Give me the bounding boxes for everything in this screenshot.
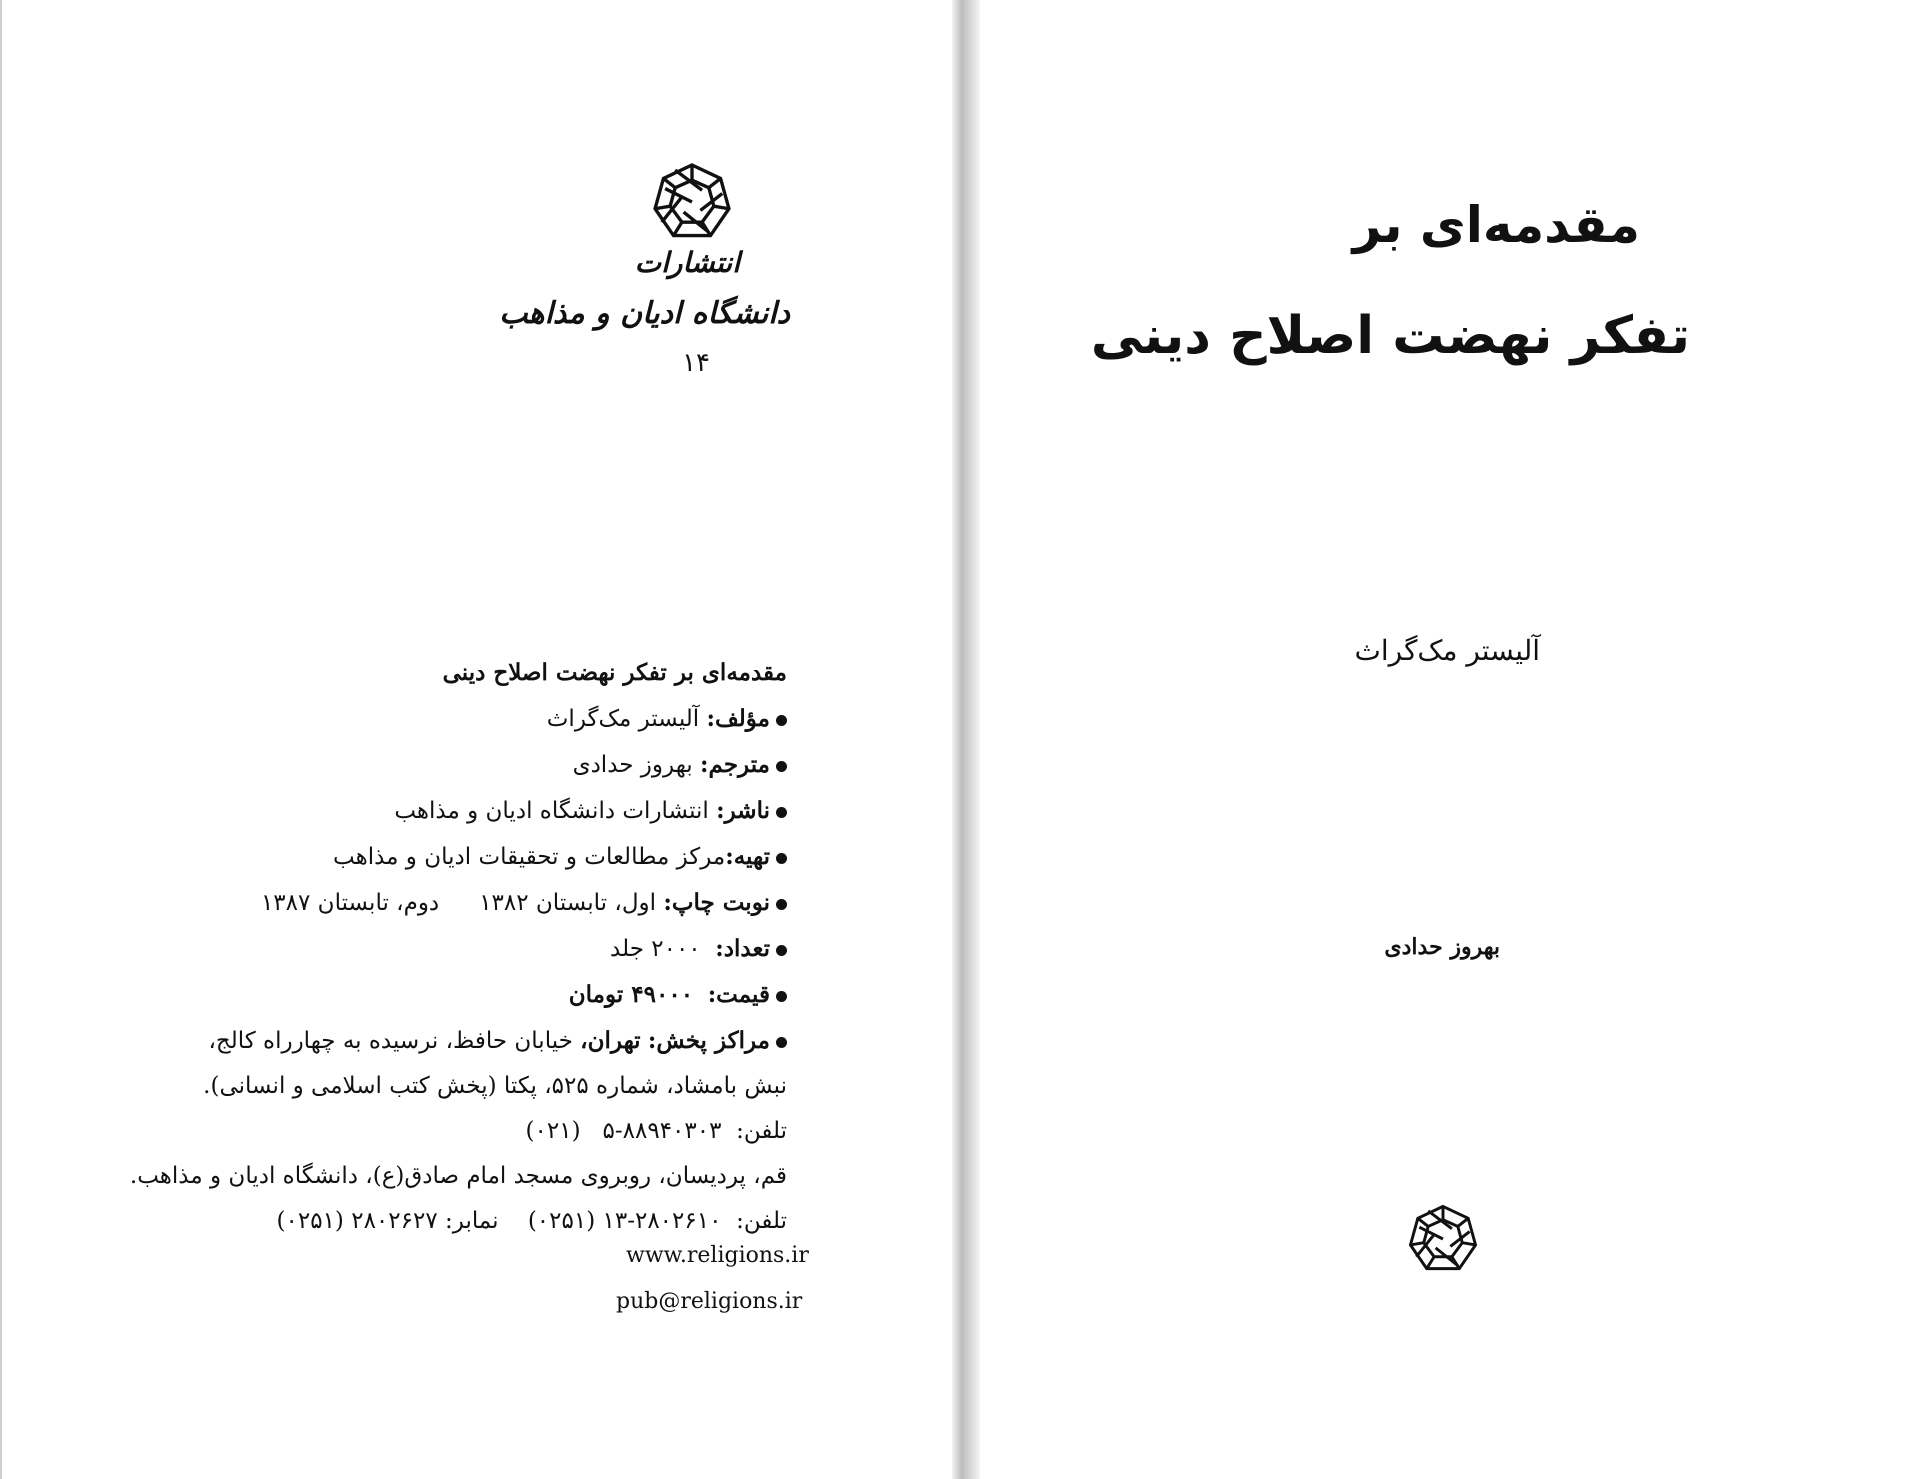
colophon-qom-address: قم، پردیسان، روبروی مسجد امام صادق(ع)، دانشگاه ادیان و مذاهب.	[129, 1163, 787, 1189]
translator-name: بهروز حدادی	[1384, 934, 1500, 960]
colophon-price: قیمت: ۴۹۰۰۰ تومان	[130, 972, 787, 1018]
colophon	[130, 650, 787, 1244]
series-number: ۱۴	[682, 348, 710, 378]
book-spine	[952, 0, 980, 1479]
colophon-publisher: ناشر: انتشارات دانشگاه ادیان و مذاهب	[130, 788, 787, 834]
publisher-name-line2: دانشگاه ادیان و مذاهب	[499, 296, 790, 331]
book-title-line1: مقدمه‌ای بر	[1352, 196, 1640, 254]
right-page	[980, 0, 1930, 1479]
colophon-distribution: مراکز پخش: تهران، خیابان حافظ، نرسیده به چهارراه کالج،	[130, 1018, 787, 1064]
colophon-translator: مترجم: بهروز حدادی	[130, 742, 787, 788]
colophon-prepared-by: تهیه:مرکز مطالعات و تحقیقات ادیان و مذاهب	[130, 834, 787, 880]
bullet-icon	[776, 761, 787, 772]
colophon-qom-phone: تلفن: ۱۳-۲۸۰۲۶۱۰ (۰۲۵۱) نمابر: ۲۸۰۲۶۲۷ (۰۲۵۱)	[276, 1208, 787, 1234]
bullet-icon	[776, 945, 787, 956]
colophon-distribution-line2: نبش بامشاد، شماره ۵۲۵، پکتا (پخش کتب اسلامی و انسانی).	[203, 1073, 787, 1099]
website-link[interactable]: www.religions.ir	[626, 1243, 809, 1268]
publisher-emblem-icon	[1406, 1202, 1480, 1276]
colophon-tehran-phone: تلفن: ۵-۸۸۹۴۰۳۰۳ (۰۲۱)	[525, 1118, 787, 1144]
book-title-line2: تفکر نهضت اصلاح دینی	[1090, 306, 1690, 366]
bullet-icon	[776, 715, 787, 726]
bullet-icon	[776, 853, 787, 864]
publisher-name-line1: انتشارات	[634, 246, 740, 279]
email-link[interactable]: pub@religions.ir	[616, 1289, 803, 1314]
bullet-icon	[776, 807, 787, 818]
colophon-author: مؤلف: آلیستر مک‌گراث	[130, 696, 787, 742]
bullet-icon	[776, 899, 787, 910]
left-page	[0, 0, 952, 1479]
author-name: آلیستر مک‌گراث	[1354, 634, 1540, 667]
colophon-edition: نوبت چاپ: اول، تابستان ۱۳۸۲دوم، تابستان ۱۳۸۷	[130, 880, 787, 926]
bullet-icon	[776, 1037, 787, 1048]
colophon-count: تعداد: ۲۰۰۰ جلد	[130, 926, 787, 972]
publisher-emblem-icon	[650, 160, 734, 244]
colophon-book-title: مقدمه‌ای بر تفکر نهضت اصلاح دینی	[442, 659, 787, 686]
bullet-icon	[776, 991, 787, 1002]
